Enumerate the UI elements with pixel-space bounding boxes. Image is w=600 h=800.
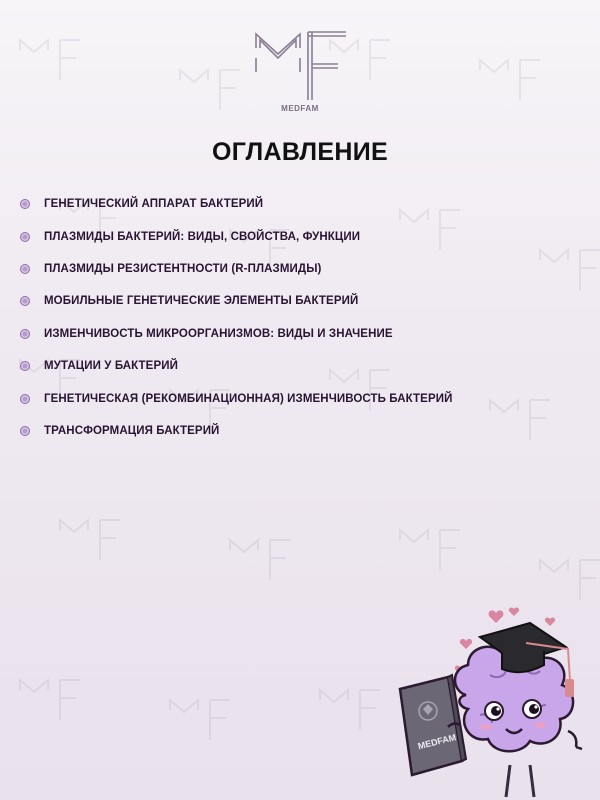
toc-item[interactable] xyxy=(20,415,580,447)
toc-item[interactable] xyxy=(20,285,580,317)
toc-item-label: ТРАНСФОРМАЦИЯ БАКТЕРИЙ xyxy=(44,424,220,437)
toc-item[interactable] xyxy=(20,318,580,350)
logo-text: MEDFAM xyxy=(281,104,319,113)
toc-item[interactable] xyxy=(20,350,580,382)
toc-item-label: ГЕНЕТИЧЕСКИЙ АППАРАТ БАКТЕРИЙ xyxy=(44,198,264,211)
medfam-logo-mark xyxy=(252,28,348,100)
toc-item-label: МУТАЦИИ У БАКТЕРИЙ xyxy=(44,360,178,373)
book-icon xyxy=(400,675,466,775)
bullet-icon xyxy=(20,264,30,274)
toc-item[interactable] xyxy=(20,253,580,285)
bullet-icon xyxy=(20,296,30,306)
bullet-icon xyxy=(20,361,30,371)
bullet-icon xyxy=(20,232,30,242)
book-label: MEDFAM xyxy=(416,732,458,752)
medfam-logo xyxy=(250,28,350,120)
toc-item-label: МОБИЛЬНЫЕ ГЕНЕТИЧЕСКИЕ ЭЛЕМЕНТЫ БАКТЕРИЙ xyxy=(44,295,359,308)
toc-item[interactable] xyxy=(20,188,580,220)
bullet-icon xyxy=(20,426,30,436)
brain-mascot-illustration xyxy=(398,605,600,800)
table-of-contents xyxy=(20,188,580,447)
bullet-icon xyxy=(20,199,30,209)
toc-item-label: ИЗМЕНЧИВОСТЬ МИКРООРГАНИЗМОВ: ВИДЫ И ЗНАЧЕНИЕ xyxy=(44,327,393,340)
bullet-icon xyxy=(20,329,30,339)
toc-item-label: ГЕНЕТИЧЕСКАЯ (РЕКОМБИНАЦИОННАЯ) ИЗМЕНЧИВОСТЬ БАКТЕРИЙ xyxy=(44,392,453,405)
toc-item-label: ПЛАЗМИДЫ БАКТЕРИЙ: ВИДЫ, СВОЙСТВА, ФУНКЦИИ xyxy=(44,230,361,243)
toc-item-label: ПЛАЗМИДЫ РЕЗИСТЕНТНОСТИ (R-ПЛАЗМИДЫ) xyxy=(44,262,322,275)
page-title: ОГЛАВЛЕНИЕ xyxy=(212,138,388,166)
bullet-icon xyxy=(20,394,30,404)
toc-item[interactable] xyxy=(20,220,580,252)
toc-item[interactable] xyxy=(20,382,580,414)
